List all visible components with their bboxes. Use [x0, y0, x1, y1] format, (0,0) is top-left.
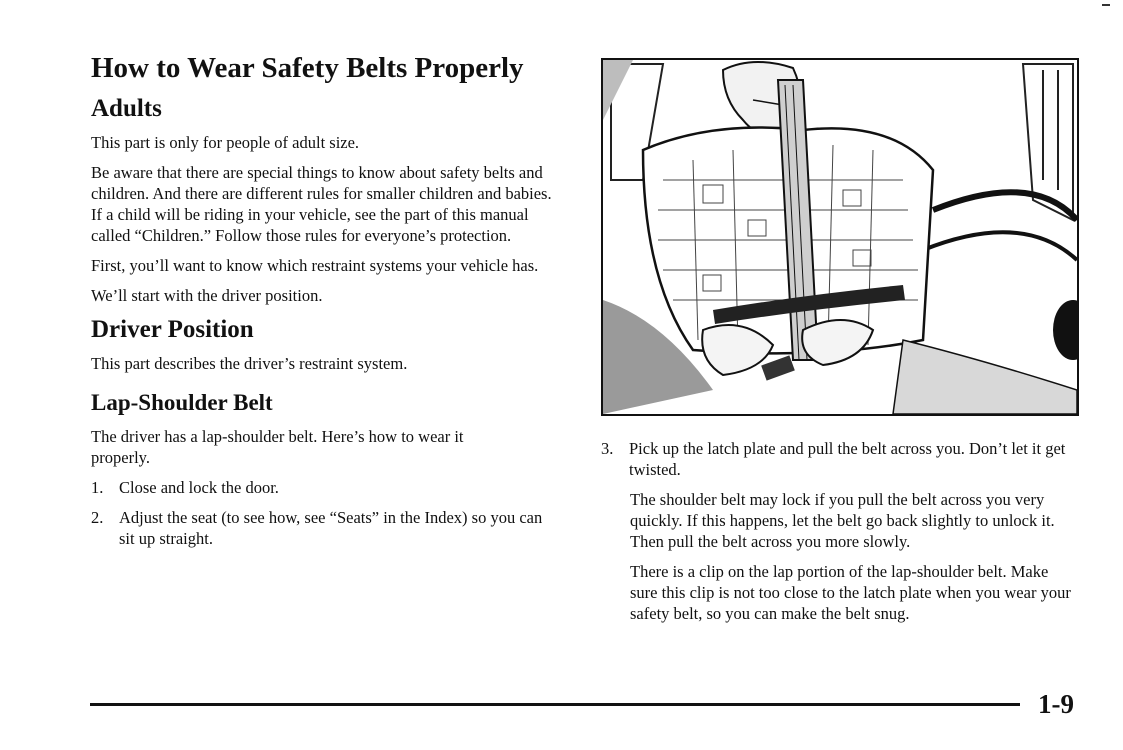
driver-position-heading: Driver Position — [91, 316, 254, 343]
corner-mark — [1102, 4, 1110, 6]
step-3-note-1: The shoulder belt may lock if you pull the belt across you very quickly. If this happens, let the belt go back slightly to unlock it. Then pull the belt across you more slowly. — [630, 490, 1055, 551]
lap-shoulder-heading: Lap-Shoulder Belt — [91, 390, 273, 415]
seatbelt-illustration — [601, 58, 1079, 416]
page-title: How to Wear Safety Belts Properly — [91, 52, 524, 84]
step-2 — [91, 507, 553, 549]
adults-paragraph-1: This part is only for people of adult size. — [91, 133, 360, 152]
right-text — [601, 438, 1077, 624]
step-number: 2. — [91, 508, 104, 527]
adults-paragraph-3: First, you’ll want to know which restraint systems your vehicle has. — [91, 256, 539, 275]
left-column — [91, 50, 553, 558]
lap-shoulder-intro: The driver has a lap-shoulder belt. Here’s how to wear it properly. — [91, 427, 464, 467]
adults-paragraph-2: Be aware that there are special things to know about safety belts and children. And there are different rules for smaller children and babies. If a child will be riding in your vehicle, see the part of this manual called “Children.” Follow those rules for everyone’s protection. — [91, 163, 552, 245]
right-column — [601, 58, 1077, 633]
step-number: 3. — [601, 439, 614, 458]
adults-paragraph-4: We’ll start with the driver position. — [91, 286, 323, 305]
page-number: 1-9 — [1038, 689, 1074, 719]
step-1 — [91, 477, 553, 498]
step-text: Close and lock the door. — [119, 478, 279, 497]
adults-heading: Adults — [91, 95, 162, 122]
step-3 — [601, 438, 1077, 480]
step-number: 1. — [91, 478, 104, 497]
step-3-note-2: There is a clip on the lap portion of the lap-shoulder belt. Make sure this clip is not too close to the latch plate when you wear your safety belt, so you can make the belt snug. — [630, 562, 1071, 623]
step-text: Pick up the latch plate and pull the belt across you. Don’t let it get twisted. — [629, 439, 1066, 479]
footer-rule — [90, 703, 1020, 706]
step-text: Adjust the seat (to see how, see “Seats” in the Index) so you can sit up straight. — [119, 508, 543, 548]
driver-buckling-belt-illustration — [603, 60, 1077, 414]
driver-position-paragraph: This part describes the driver’s restraint system. — [91, 354, 408, 373]
